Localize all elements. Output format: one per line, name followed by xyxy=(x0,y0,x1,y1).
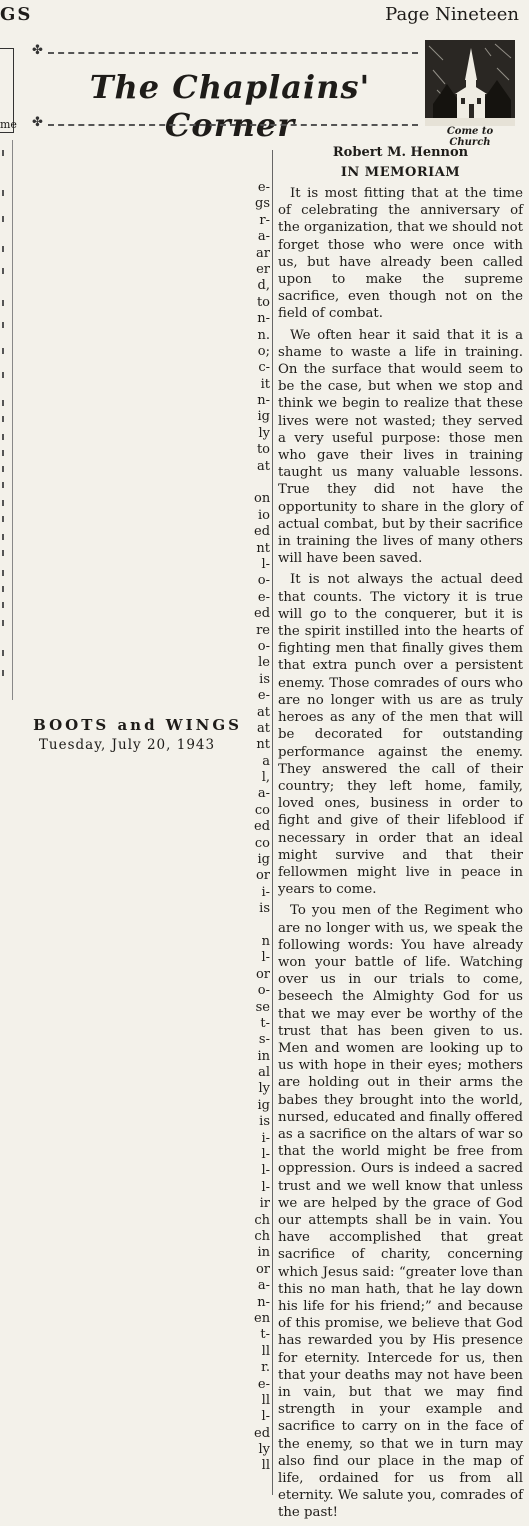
text-fragment: ir xyxy=(259,1196,270,1212)
text-remnant-mark xyxy=(2,534,4,540)
text-fragment: l- xyxy=(261,556,270,572)
text-fragment: co xyxy=(254,835,270,851)
text-fragment: in xyxy=(257,1245,270,1261)
text-remnant-mark xyxy=(2,466,4,472)
text-fragment: le xyxy=(258,655,270,671)
article-paragraph: To you men of the Regiment who are no longer with us, we speak the following words: You have already won your battle of life. Watching over us in our trials to come, beseech the Almighty God for us that we may ever be worthy of the trust that has been given to us. Men and women are looking up to us with hope in their eyes; mothers are holding out in their arms the babes they brought into the world, nursed, educated and finally offered as a sacrifice on the altars of war so that the world might be free from oppression. Ours is indeed a sacred trust and we well know that unless we are helped by the grace of God our attempts shall be in vain. You have accomplished that great sacrifice of charity, concerning which Jesus said: “greater love than this no man hath, that he lay down his life for his friend;” and because of this promise, we believe that God has rewarded you by His presence for eternity. Intercede for us, then that your deaths may not have been in vain, but that we may find strength in your example and sacrifice to carry on in the face of the enemy, so that we in turn may also find our place in the map of life, ordained for us from all eternity. We salute you, comrades of the past! xyxy=(278,903,523,1521)
text-fragment: ly xyxy=(258,1081,270,1097)
text-fragment: r. xyxy=(261,1360,270,1376)
text-fragment: ch xyxy=(254,1212,270,1228)
page-number-label: Page Nineteen xyxy=(385,4,519,25)
text-fragment: t- xyxy=(260,1015,270,1031)
text-remnant-mark xyxy=(2,650,4,656)
text-fragment xyxy=(254,918,270,934)
text-remnant-mark xyxy=(2,620,4,626)
text-fragment: at xyxy=(257,720,270,736)
text-remnant-mark xyxy=(2,400,4,406)
text-fragment: l- xyxy=(261,1409,270,1425)
text-fragment: e- xyxy=(257,1376,270,1392)
text-fragment: al xyxy=(258,1065,270,1081)
text-fragment: ig xyxy=(257,409,270,425)
text-fragment: o- xyxy=(257,573,270,589)
text-remnant-mark xyxy=(2,268,4,274)
text-remnant-mark xyxy=(2,570,4,576)
middle-column-fragments xyxy=(254,180,270,1475)
text-fragment: to xyxy=(256,442,270,458)
church-caption: Come to Church xyxy=(446,126,494,148)
text-fragment: o- xyxy=(257,983,270,999)
chaplains-corner-banner xyxy=(32,40,418,144)
text-fragment: to xyxy=(256,294,270,310)
text-remnant-mark xyxy=(2,670,4,676)
text-fragment: ed xyxy=(254,606,271,622)
text-fragment: it xyxy=(260,376,270,392)
text-fragment: l- xyxy=(261,1163,270,1179)
text-fragment: or xyxy=(255,868,270,884)
text-fragment: at xyxy=(257,458,270,474)
text-fragment: ed xyxy=(254,524,271,540)
article-paragraph: We often hear it said that it is a shame to waste a life in training. On the surface that would seem to be the case, but when we stop and think we begin to realize that these lives were not wasted; they served a very useful purpose: those men who gave their lives in training taught us many valuable lessons. True they did not have the opportunity to share in the glory of actual combat, but by their sacrifice in training the lives of many others will have been saved. xyxy=(278,327,523,567)
text-fragment: d, xyxy=(257,278,270,294)
banner-title: The Chaplains' Corner xyxy=(89,68,371,144)
text-remnant-mark xyxy=(2,586,4,592)
text-fragment: en xyxy=(254,1310,271,1326)
text-fragment: ch xyxy=(254,1229,270,1244)
left-column-text-remnants xyxy=(0,150,10,695)
text-fragment: l- xyxy=(261,1147,270,1163)
text-fragment: a- xyxy=(257,229,270,245)
text-fragment: gs xyxy=(255,196,270,212)
text-fragment: i- xyxy=(261,1130,270,1146)
text-fragment: in xyxy=(257,1048,270,1064)
text-fragment: ed xyxy=(254,819,271,835)
church-illustration xyxy=(425,40,515,148)
text-fragment: a- xyxy=(257,786,270,802)
text-fragment: t- xyxy=(260,1327,270,1343)
text-remnant-mark xyxy=(2,216,4,222)
text-remnant-mark xyxy=(2,300,4,306)
text-fragment: ig xyxy=(257,852,270,868)
church-icon xyxy=(425,40,515,126)
text-remnant-mark xyxy=(2,550,4,556)
text-remnant-mark xyxy=(2,500,4,506)
text-fragment: n- xyxy=(257,311,270,327)
text-fragment: n xyxy=(261,933,270,949)
text-fragment: ll xyxy=(261,1343,270,1359)
text-fragment: is xyxy=(259,671,270,687)
text-fragment: is xyxy=(259,1114,270,1130)
text-remnant-mark xyxy=(2,516,4,522)
text-fragment: nt xyxy=(256,737,270,753)
text-fragment: is xyxy=(259,901,270,917)
text-fragment: n. xyxy=(257,327,270,343)
text-remnant-mark xyxy=(2,190,4,196)
text-remnant-mark xyxy=(2,482,4,488)
cross-icon: ✤ xyxy=(32,115,43,130)
text-fragment: s- xyxy=(258,1032,270,1048)
text-remnant-mark xyxy=(2,246,4,252)
header-left-fragment: GS xyxy=(0,4,33,25)
article-paragraph: It is not always the actual deed that counts. The victory it is true will go to the conquerer, but it is the spirit instilled into the hearts of fighting men that finally gives them that extra punch over a persistent enemy. Those comrades of ours who are no longer with us are as truly heroes as any of the men that will be decorated for outstanding performance against the enemy. They answered the call of their country; they left home, family, loved ones, business in order to fight and give of their lifeblood if necessary in order that an ideal might survive and that their fellowmen might live in peace in years to come. xyxy=(278,572,523,898)
article-paragraph: It is most fitting that at the time of celebrating the anniversary of the organization, that we should not forget those who were once with us, but have already been called upon to make the supreme sacrifice, even though not on the field of combat. xyxy=(278,186,523,322)
text-fragment: er xyxy=(256,261,270,277)
text-fragment: l- xyxy=(261,950,270,966)
column-rule xyxy=(272,150,273,1495)
text-fragment: i- xyxy=(261,884,270,900)
cross-icon: ✤ xyxy=(32,43,43,58)
article-headline: IN MEMORIAM xyxy=(340,165,461,180)
text-remnant-mark xyxy=(2,322,4,328)
text-fragment: n- xyxy=(257,1294,270,1310)
text-fragment: on xyxy=(254,491,271,507)
text-fragment: n- xyxy=(257,393,270,409)
text-remnant-mark xyxy=(2,150,4,156)
text-fragment: e- xyxy=(257,589,270,605)
text-fragment: ed xyxy=(254,1425,271,1441)
article xyxy=(278,143,523,1526)
text-remnant-mark xyxy=(2,450,4,456)
text-fragment: se xyxy=(255,999,270,1015)
text-remnant-mark xyxy=(2,416,4,422)
text-fragment: io xyxy=(258,507,270,523)
text-fragment: r- xyxy=(259,212,270,228)
publication-date: Tuesday, July 20, 1943 xyxy=(38,737,216,753)
text-fragment: ar xyxy=(256,245,270,261)
article-byline: Robert M. Hennon xyxy=(332,145,469,160)
text-fragment: o- xyxy=(257,638,270,654)
text-fragment: o; xyxy=(257,343,270,359)
text-fragment xyxy=(254,475,270,491)
text-remnant-mark xyxy=(2,372,4,378)
text-fragment: nt xyxy=(256,540,270,556)
text-fragment: at xyxy=(257,704,270,720)
text-fragment: ig xyxy=(257,1097,270,1113)
text-fragment: ly xyxy=(258,425,270,441)
text-fragment: co xyxy=(254,802,270,818)
text-fragment: re xyxy=(256,622,270,638)
text-fragment: a xyxy=(262,753,270,769)
text-remnant-mark xyxy=(2,434,4,440)
text-fragment: l- xyxy=(261,1179,270,1195)
left-column-fragment: me xyxy=(0,118,17,131)
text-fragment: ll xyxy=(261,1458,270,1474)
left-column-rule xyxy=(12,140,13,700)
publication-name: BOOTS and WINGS xyxy=(33,716,242,734)
text-fragment: ll xyxy=(261,1392,270,1408)
banner-bottom-rule xyxy=(32,115,418,130)
text-fragment: ly xyxy=(258,1442,270,1458)
banner-top-rule xyxy=(32,43,418,58)
text-fragment: or xyxy=(255,966,270,982)
text-fragment: l, xyxy=(261,770,270,786)
text-remnant-mark xyxy=(2,348,4,354)
text-fragment: c- xyxy=(258,360,270,376)
text-fragment: e- xyxy=(257,688,270,704)
text-fragment: e- xyxy=(257,180,270,195)
text-fragment: a- xyxy=(257,1278,270,1294)
text-fragment: or xyxy=(255,1261,270,1277)
text-remnant-mark xyxy=(2,602,4,608)
